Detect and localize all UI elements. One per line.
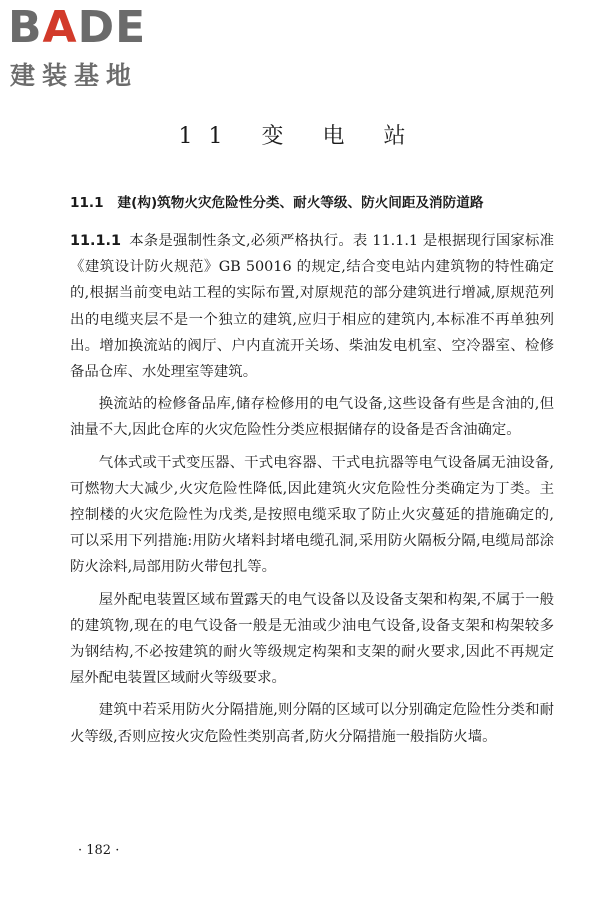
paragraph-4: 屋外配电装置区域布置露天的电气设备以及设备支架和构架,不属于一般的建筑物,现在的电气设备一般是无油或少油电气设备,设备支架和构架较多为钢结构,不必按建筑的耐火等级规定构架和支架的耐火要求,因此不再规定屋外配电装置区域耐火等级要求。 [70, 591, 554, 687]
chapter-title: 11 变 电 站 [178, 124, 422, 149]
paragraph-1 [70, 228, 554, 385]
section-number: 11.1 [70, 195, 104, 211]
section-title: 建(构)筑物火灾危险性分类、耐火等级、防火间距及消防道路 [117, 195, 484, 211]
logo-letters-de: DE [77, 2, 147, 53]
paragraph-1-text: 本条是强制性条文,必须严格执行。表 11.1.1 是根据现行国家标准《建筑设计防火规范》GB 50016 的规定,结合变电站内建筑物的特性确定的,根据当前变电站工程的实际布置,对原规范的部分建筑进行增减,原规范列出的电缆夹层不是一个独立的建筑,应归于相应的建筑内,本标准不再单独列出。增加换流站的阀厅、户内直流开关场、柴油发电机室、空冷器室、检修备品仓库、水处理室等建筑。 [70, 233, 554, 381]
clause-number: 11.1.1 [70, 233, 121, 249]
logo-wordmark [8, 2, 147, 53]
page-number: · 182 · [78, 843, 120, 858]
section-heading [70, 192, 483, 214]
body-text [70, 228, 554, 756]
logo-letter-b: B [8, 2, 43, 53]
logo-letter-a-accent: A [42, 2, 78, 53]
paragraph-3: 气体式或干式变压器、干式电容器、干式电抗器等电气设备属无油设备,可燃物大大减少,火灾危险性降低,因此建筑火灾危险性分类确定为丁类。主控制楼的火灾危险性为戊类,是按照电缆采取了防止火灾蔓延的措施确定的,可以采用下列措施:用防火堵料封堵电缆孔洞,采用防火隔板分隔,电缆局部涂防火涂料,局部用防火带包扎等。 [70, 454, 554, 576]
logo-subtitle: 建装基地 [10, 61, 139, 90]
paragraph-5: 建筑中若采用防火分隔措施,则分隔的区域可以分别确定危险性分类和耐火等级,否则应按火灾危险性类别高者,防火分隔措施一般指防火墙。 [70, 702, 554, 745]
paragraph-2: 换流站的检修备品库,储存检修用的电气设备,这些设备有些是含油的,但油量不大,因此仓库的火灾危险性分类应根据储存的设备是否含油确定。 [70, 396, 554, 439]
bade-logo [8, 2, 178, 98]
